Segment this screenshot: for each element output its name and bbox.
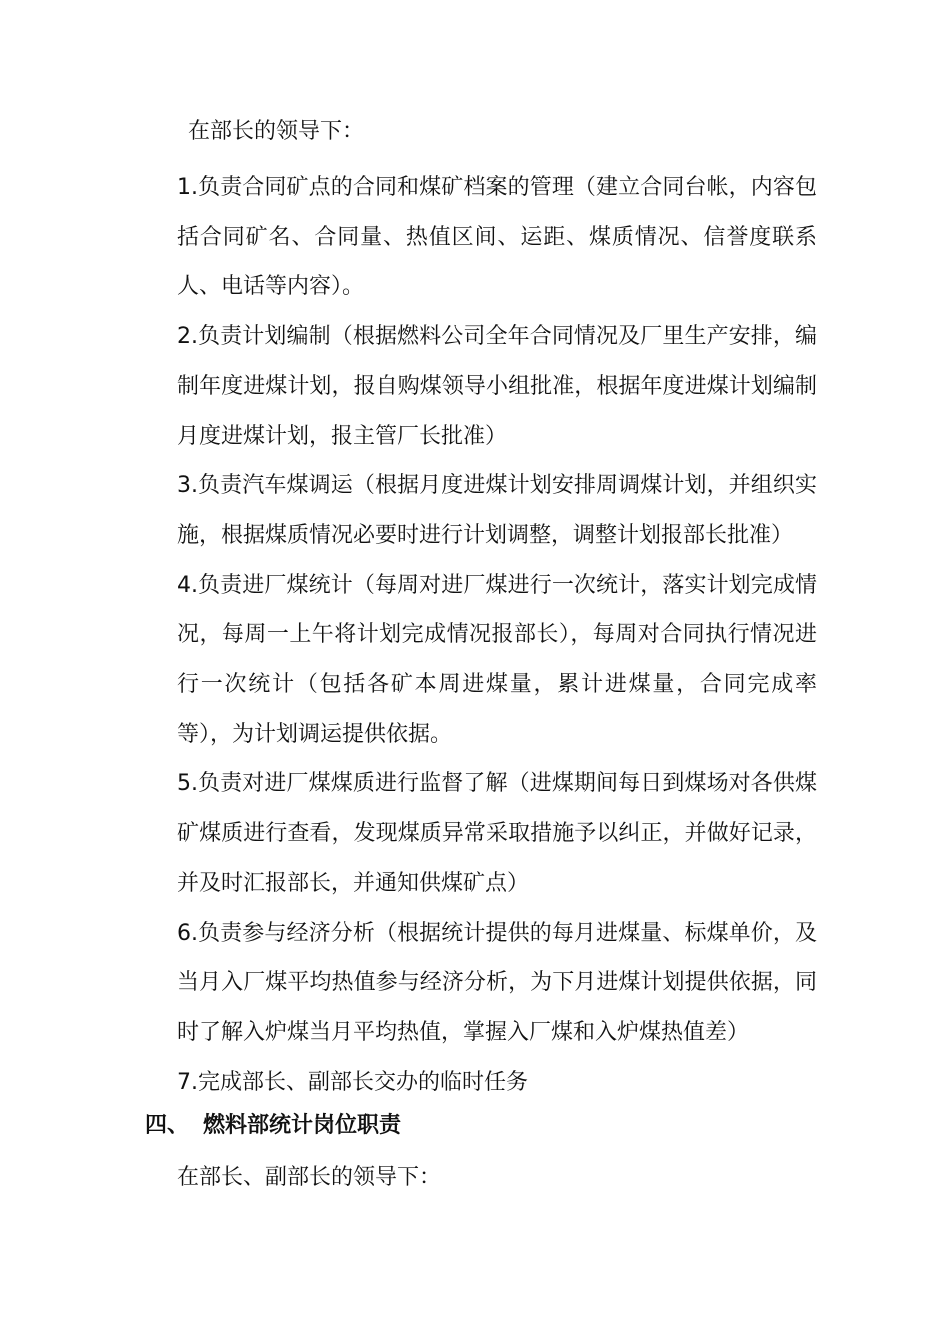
duty-item-5: 5.负责对进厂煤煤质进行监督了解（进煤期间每日到煤场对各供煤矿煤质进行查看，发现煤质异常采取措施予以纠正，并做好记录，并及时汇报部长，并通知供煤矿点） (177, 771, 817, 896)
section-title: 燃料部统计岗位职责 (203, 1113, 402, 1138)
duty-item-2: 2.负责计划编制（根据燃料公司全年合同情况及厂里生产安排，编制年度进煤计划，报自购煤领导小组批准，根据年度进煤计划编制月度进煤计划，报主管厂长批准） (177, 324, 817, 449)
section-heading (145, 1110, 401, 1142)
section-number: 四、 (145, 1113, 190, 1138)
section-intro-text: 在部长、副部长的领导下： (177, 1165, 442, 1190)
duty-item-1: 1.负责合同矿点的合同和煤矿档案的管理（建立合同台帐，内容包括合同矿名、合同量、热值区间、运距、煤质情况、信誉度联系人、电话等内容）。 (177, 175, 817, 300)
intro-text: 在部长的领导下： (188, 119, 365, 144)
duty-item-6: 6.负责参与经济分析（根据统计提供的每月进煤量、标煤单价，及当月入厂煤平均热值参与经济分析，为下月进煤计划提供依据，同时了解入炉煤当月平均热值，掌握入厂煤和入炉煤热值差） (177, 920, 817, 1045)
duty-item-4: 4.负责进厂煤统计（每周对进厂煤进行一次统计，落实计划完成情况，每周一上午将计划完成情况报部长），每周对合同执行情况进行一次统计（包括各矿本周进煤量，累计进煤量，合同完成率等），为计划调运提供依据。 (177, 572, 817, 747)
duty-item-3: 3.负责汽车煤调运（根据月度进煤计划安排周调煤计划，并组织实施，根据煤质情况必要时进行计划调整，调整计划报部长批准） (177, 473, 817, 548)
duty-item-7: 7.完成部长、副部长交办的临时任务 (177, 1069, 528, 1095)
duty-list (177, 163, 817, 1107)
